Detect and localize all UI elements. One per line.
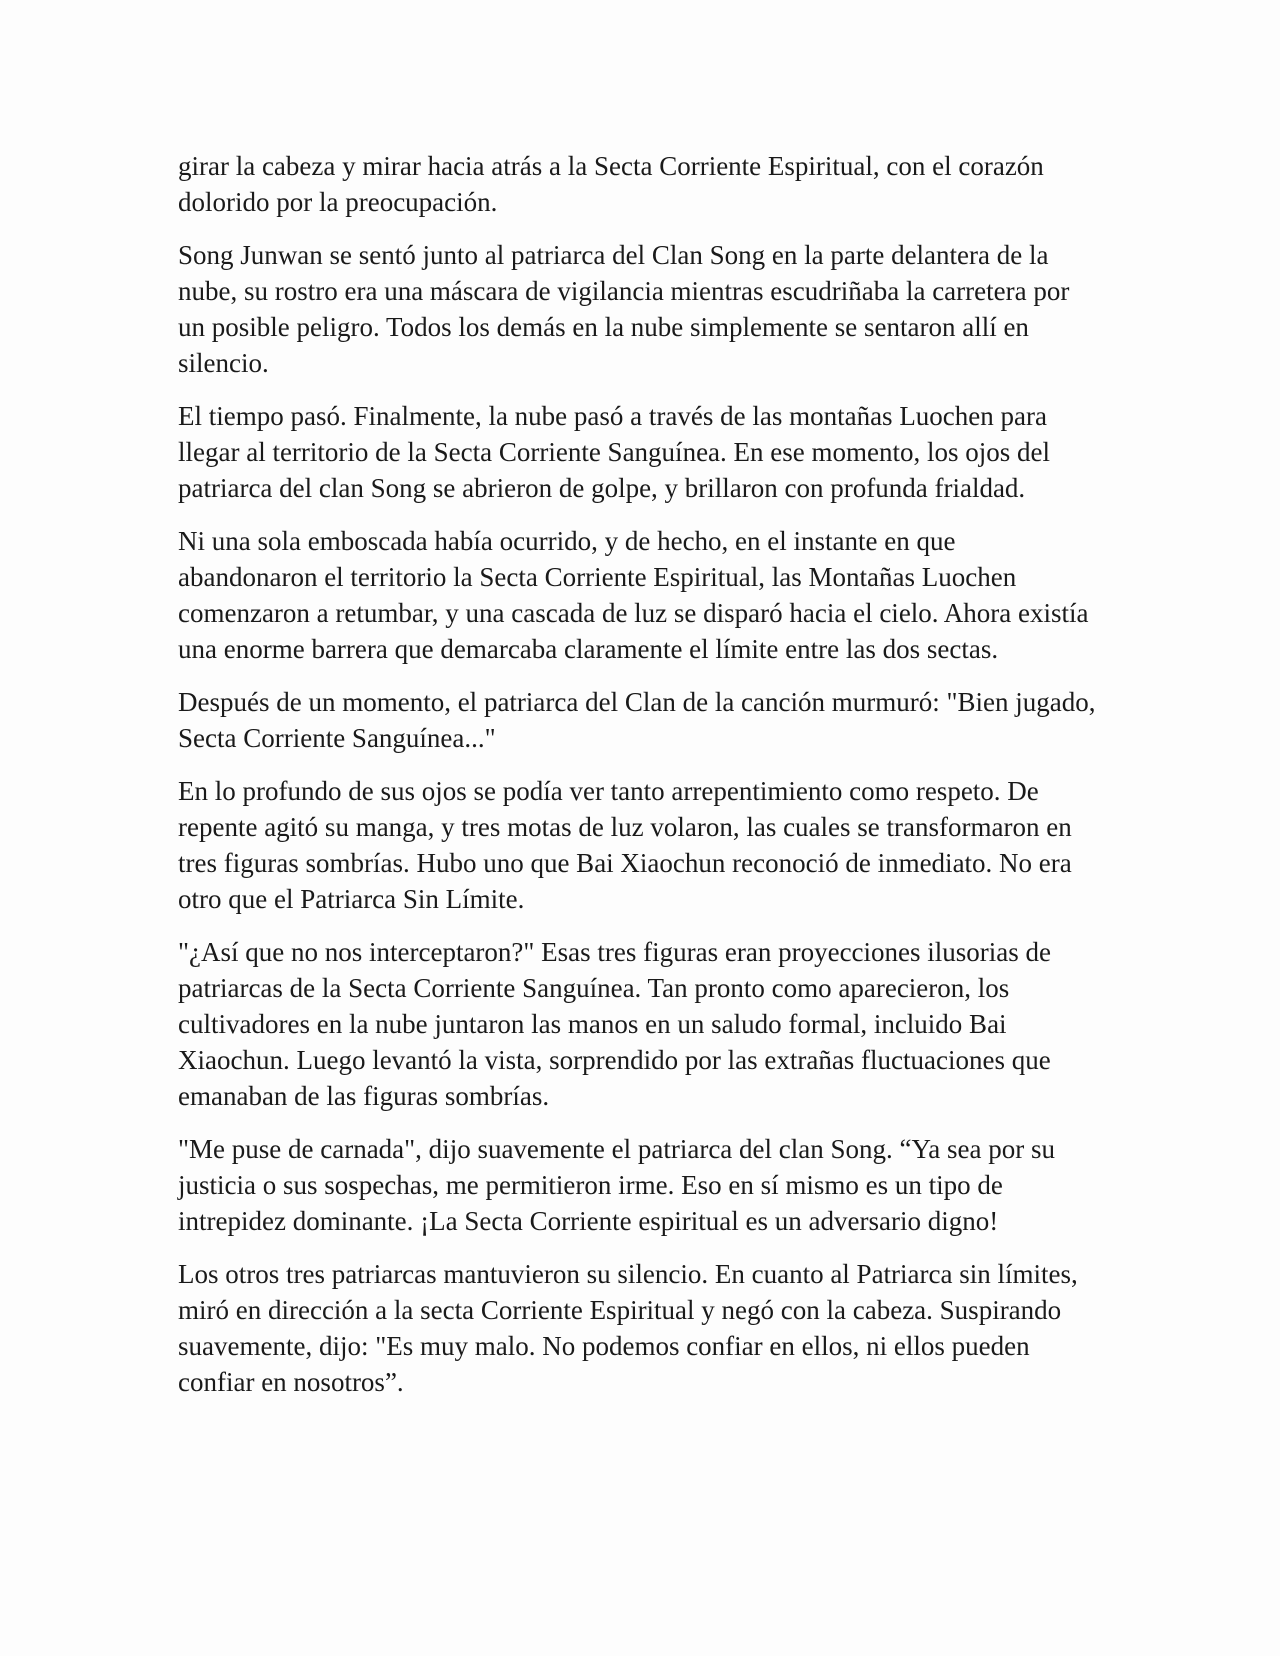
- paragraph-8: "Me puse de carnada", dijo suavemente el patriarca del clan Song. “Ya sea por su justicia o sus sospechas, me permitieron irme. Eso en sí mismo es un tipo de intrepidez dominante. ¡La Secta Corriente espiritual es un adversario digno!: [178, 1134, 1055, 1236]
- paragraph-2: Song Junwan se sentó junto al patriarca del Clan Song en la parte delantera de la nube, su rostro era una máscara de vigilancia mientras escudriñaba la carretera por un posible peligro. Todos los demás en la nube simplemente se sentaron allí en silencio.: [178, 240, 1070, 378]
- document-body: [178, 148, 1098, 1417]
- paragraph-7: "¿Así que no nos interceptaron?" Esas tres figuras eran proyecciones ilusorias de patriarcas de la Secta Corriente Sanguínea. Tan pronto como aparecieron, los cultivadores en la nube juntaron las manos en un saludo formal, incluido Bai Xiaochun. Luego levantó la vista, sorprendido por las extrañas fluctuaciones que emanaban de las figuras sombrías.: [178, 937, 1052, 1111]
- paragraph-1: girar la cabeza y mirar hacia atrás a la Secta Corriente Espiritual, con el corazón dolorido por la preocupación.: [178, 151, 1044, 217]
- paragraph-5: Después de un momento, el patriarca del Clan de la canción murmuró: "Bien jugado, Secta Corriente Sanguínea...": [178, 687, 1096, 753]
- paragraph-4: Ni una sola emboscada había ocurrido, y de hecho, en el instante en que abandonaron el territorio la Secta Corriente Espiritual, las Montañas Luochen comenzaron a retumbar, y una cascada de luz se disparó hacia el cielo. Ahora existía una enorme barrera que demarcaba claramente el límite entre las dos sectas.: [178, 526, 1089, 664]
- paragraph-6: En lo profundo de sus ojos se podía ver tanto arrepentimiento como respeto. De repente agitó su manga, y tres motas de luz volaron, las cuales se transformaron en tres figuras sombrías. Hubo uno que Bai Xiaochun reconoció de inmediato. No era otro que el Patriarca Sin Límite.: [178, 776, 1072, 914]
- paragraph-3: El tiempo pasó. Finalmente, la nube pasó a través de las montañas Luochen para llegar al territorio de la Secta Corriente Sanguínea. En ese momento, los ojos del patriarca del clan Song se abrieron de golpe, y brillaron con profunda frialdad.: [178, 401, 1050, 503]
- paragraph-9: Los otros tres patriarcas mantuvieron su silencio. En cuanto al Patriarca sin límites, miró en dirección a la secta Corriente Espiritual y negó con la cabeza. Suspirando suavemente, dijo: "Es muy malo. No podemos confiar en ellos, ni ellos pueden confiar en nosotros”.: [178, 1259, 1078, 1397]
